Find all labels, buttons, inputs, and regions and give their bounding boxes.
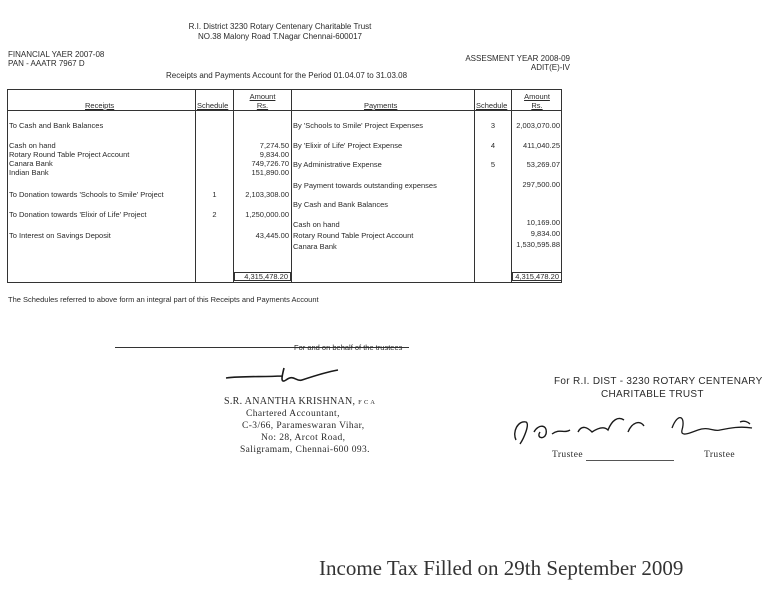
receipt-label: To Interest on Savings Deposit: [9, 231, 111, 240]
header-rule: [7, 110, 562, 111]
receipt-label: Indian Bank: [9, 168, 49, 177]
receipt-label: To Cash and Bank Balances: [9, 121, 104, 130]
col-divider: [291, 89, 292, 283]
auditor-signature: [222, 362, 342, 392]
filing-caption: Income Tax Filled on 29th September 2009: [319, 556, 684, 580]
payment-label: By Cash and Bank Balances: [293, 200, 389, 209]
col-schedule: Schedule: [476, 101, 508, 110]
receipt-amount: 2,103,308.00: [245, 190, 289, 199]
schedules-note: The Schedules referred to above form an integral part of this Receipts and Payments Account: [8, 295, 319, 304]
assessment-year: ASSESMENT YEAR 2008-09: [465, 54, 570, 63]
receipt-amount: 7,274.50: [259, 141, 289, 150]
col-receipts: Receipts: [85, 101, 115, 110]
total-receipts: 4,315,478.20: [234, 272, 291, 281]
receipt-amount: 1,250,000.00: [245, 210, 289, 219]
behalf-text: For and on behalf of the trustees: [294, 343, 403, 352]
statement-title: Receipts and Payments Account for the Period 01.04.07 to 31.03.08: [166, 71, 408, 80]
receipt-label: Canara Bank: [9, 159, 53, 168]
receipt-label: Cash on hand: [9, 141, 56, 150]
auditor-qualification: F C A: [358, 399, 376, 406]
auditor-line: No: 28, Arcot Road,: [261, 433, 346, 443]
col-payments: Payments: [364, 101, 398, 110]
col-amount-unit: Rs.: [256, 101, 269, 110]
receipt-amount: 151,890.00: [251, 168, 289, 177]
auditor-line: Chartered Accountant,: [246, 409, 340, 419]
trustee-right: Trustee: [704, 450, 735, 460]
payment-amount: 10,169.00: [526, 218, 560, 227]
payment-label: Cash on hand: [293, 220, 340, 229]
receipt-schedule: 1: [212, 190, 217, 199]
trust-stamp-line1: For R.I. DIST - 3230 ROTARY CENTENARY: [554, 376, 763, 387]
payment-amount: 1,530,595.88: [516, 240, 560, 249]
auditor-line: Saligramam, Chennai-600 093.: [240, 445, 370, 455]
trustee-signatures: [508, 402, 768, 452]
receipt-schedule: 2: [212, 210, 217, 219]
payment-amount: 53,269.07: [526, 160, 560, 169]
org-address: NO.38 Malony Road T.Nagar Chennai-600017: [198, 32, 362, 41]
payment-schedule: 5: [490, 160, 496, 169]
payment-amount: 411,040.25: [523, 141, 560, 150]
col-amount-unit: Rs.: [531, 101, 543, 110]
trustee-rule: [586, 460, 674, 461]
payment-amount: 9,834.00: [530, 229, 560, 238]
receipts-payments-table: [7, 89, 562, 283]
receipt-label: To Donation towards 'Elixir of Life' Project: [9, 210, 147, 219]
receipt-amount: 749,726.70: [251, 159, 289, 168]
receipt-label: To Donation towards 'Schools to Smile' Project: [9, 190, 164, 199]
receipt-amount: 43,445.00: [255, 231, 289, 240]
col-amount: Amount: [249, 92, 276, 101]
pan-number: PAN - AAATR 7967 D: [8, 59, 85, 68]
payment-label: By Payment towards outstanding expenses: [293, 181, 437, 190]
payment-label: Rotary Round Table Project Account: [293, 231, 414, 240]
org-name: R.I. District 3230 Rotary Centenary Charitable Trust: [188, 22, 372, 31]
col-schedule: Schedule: [197, 101, 229, 110]
payment-schedule: 3: [490, 121, 496, 130]
trustee-left: Trustee: [552, 450, 583, 460]
payment-label: By 'Schools to Smile' Project Expenses: [293, 121, 424, 130]
payment-label: By Administrative Expense: [293, 160, 382, 169]
payment-amount: 297,500.00: [522, 180, 560, 189]
col-divider: [195, 89, 196, 283]
auditor-name-text: S.R. ANANTHA KRISHNAN,: [224, 396, 356, 407]
col-divider: [474, 89, 475, 283]
receipt-label: Rotary Round Table Project Account: [9, 150, 130, 159]
auditor-name: [224, 396, 375, 407]
financial-year: FINANCIAL YAER 2007-08: [8, 50, 105, 59]
payment-schedule: 4: [490, 141, 496, 150]
receipt-amount: 9,834.00: [259, 150, 289, 159]
auditor-line: C-3/66, Parameswaran Vihar,: [242, 421, 365, 431]
total-payments: 4,315,478.20: [512, 272, 562, 281]
payment-label: By 'Elixir of Life' Project Expense: [293, 141, 403, 150]
trust-stamp-line2: CHARITABLE TRUST: [601, 389, 704, 400]
adit: ADIT(E)-IV: [530, 63, 570, 72]
payment-label: Canara Bank: [293, 242, 337, 251]
col-divider: [233, 89, 234, 283]
col-amount: Amount: [524, 92, 550, 101]
payment-amount: 2,003,070.00: [516, 121, 560, 130]
